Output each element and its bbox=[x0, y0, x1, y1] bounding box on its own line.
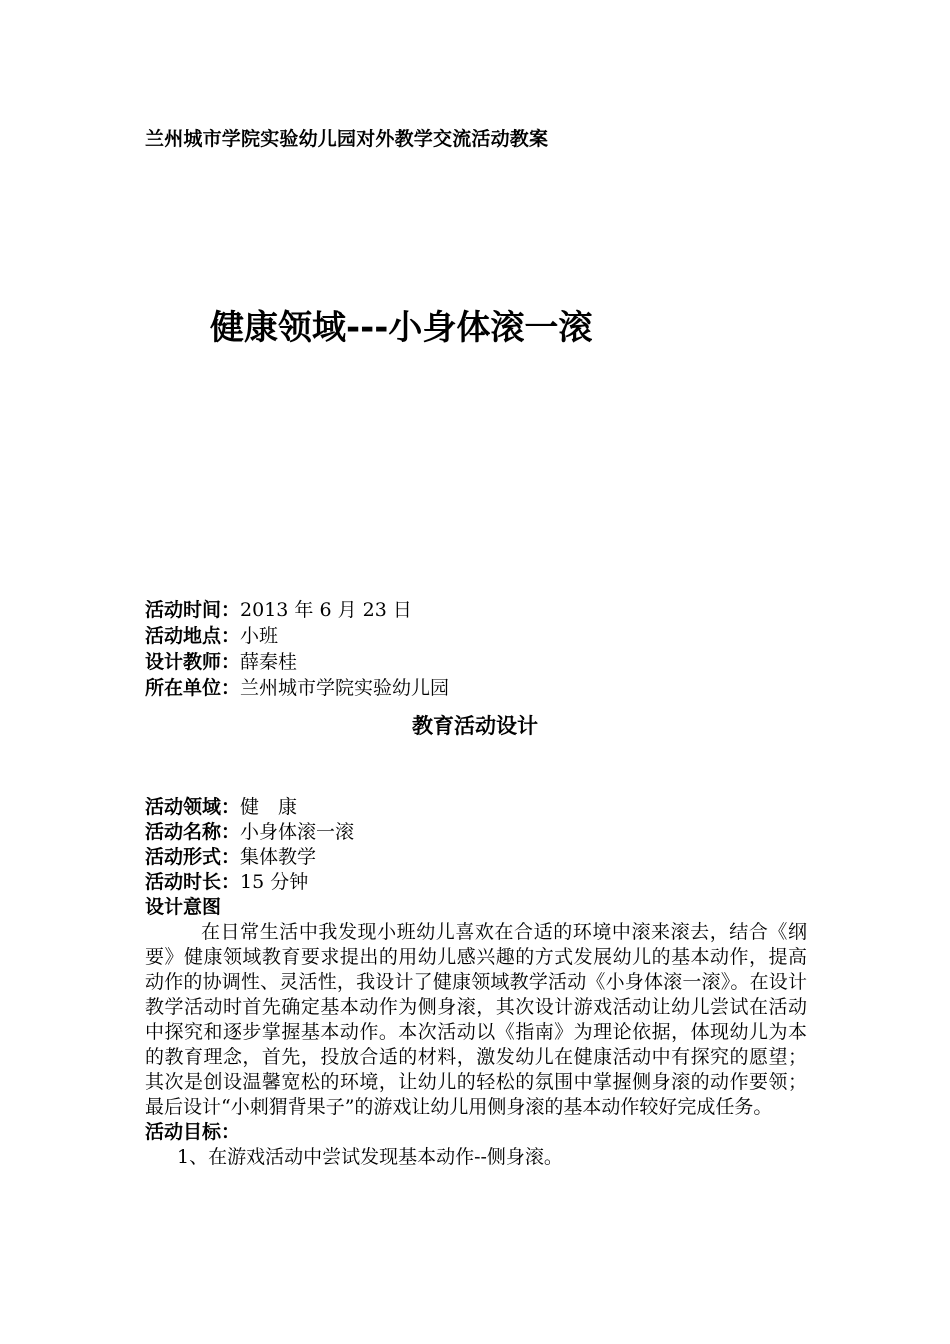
activity-value: 集体教学 bbox=[240, 846, 317, 868]
design-heading: 设计意图 bbox=[145, 896, 222, 918]
activity-row-duration bbox=[145, 870, 807, 895]
activity-label: 活动形式： bbox=[145, 846, 241, 868]
info-value: 薛秦桂 bbox=[240, 651, 298, 673]
activity-row-form bbox=[145, 845, 807, 870]
info-label: 活动时间： bbox=[145, 599, 241, 621]
info-label: 所在单位： bbox=[145, 677, 241, 699]
main-title: 健康领域---小身体滚一滚 bbox=[210, 308, 593, 348]
header-title: 兰州城市学院实验幼儿园对外教学交流活动教案 bbox=[145, 128, 549, 150]
design-paragraph: 在日常生活中我发现小班幼儿喜欢在合适的环境中滚来滚去，结合《纲要》健康领域教育要求提出的用幼儿感兴趣的方式发展幼儿的基本动作，提高动作的协调性、灵活性，我设计了健康领域教学活动《小身体滚一滚》。在设计教学活动时首先确定基本动作为侧身滚，其次设计游戏活动让幼儿尝试在活动中探究和逐步掌握基本动作。本次活动以《指南》为理论依据，体现幼儿为本的教育理念，首先，投放合适的材料，激发幼儿在健康活动中有探究的愿望；其次是创设温馨宽松的环境，让幼儿的轻松的氛围中掌握侧身滚的动作要领；最后设计“小刺猬背果子”的游戏让幼儿用侧身滚的基本动作较好完成任务。 bbox=[145, 921, 807, 1118]
goal-item: 1、在游戏活动中尝试发现基本动作--侧身滚。 bbox=[177, 1146, 563, 1168]
activity-label: 活动领域： bbox=[145, 796, 241, 818]
goal-heading: 活动目标： bbox=[145, 1121, 241, 1143]
activity-value: 小身体滚一滚 bbox=[240, 821, 355, 843]
info-block bbox=[145, 597, 449, 701]
activity-label: 活动时长： bbox=[145, 871, 241, 893]
activity-row-name bbox=[145, 820, 807, 845]
info-value: 2013 年 6 月 23 日 bbox=[240, 599, 412, 621]
activity-row-domain bbox=[145, 795, 807, 820]
section-title: 教育活动设计 bbox=[412, 714, 538, 738]
info-label: 活动地点： bbox=[145, 625, 241, 647]
activity-value: 健 康 bbox=[240, 796, 298, 818]
info-value: 小班 bbox=[240, 625, 279, 647]
info-label: 设计教师： bbox=[145, 651, 241, 673]
info-row-unit bbox=[145, 675, 449, 701]
activity-label: 活动名称： bbox=[145, 821, 241, 843]
activity-block bbox=[145, 795, 807, 1170]
activity-value: 15 分钟 bbox=[240, 871, 309, 893]
info-row-teacher bbox=[145, 649, 449, 675]
info-value: 兰州城市学院实验幼儿园 bbox=[240, 677, 450, 699]
info-row-time bbox=[145, 597, 449, 623]
info-row-location bbox=[145, 623, 449, 649]
